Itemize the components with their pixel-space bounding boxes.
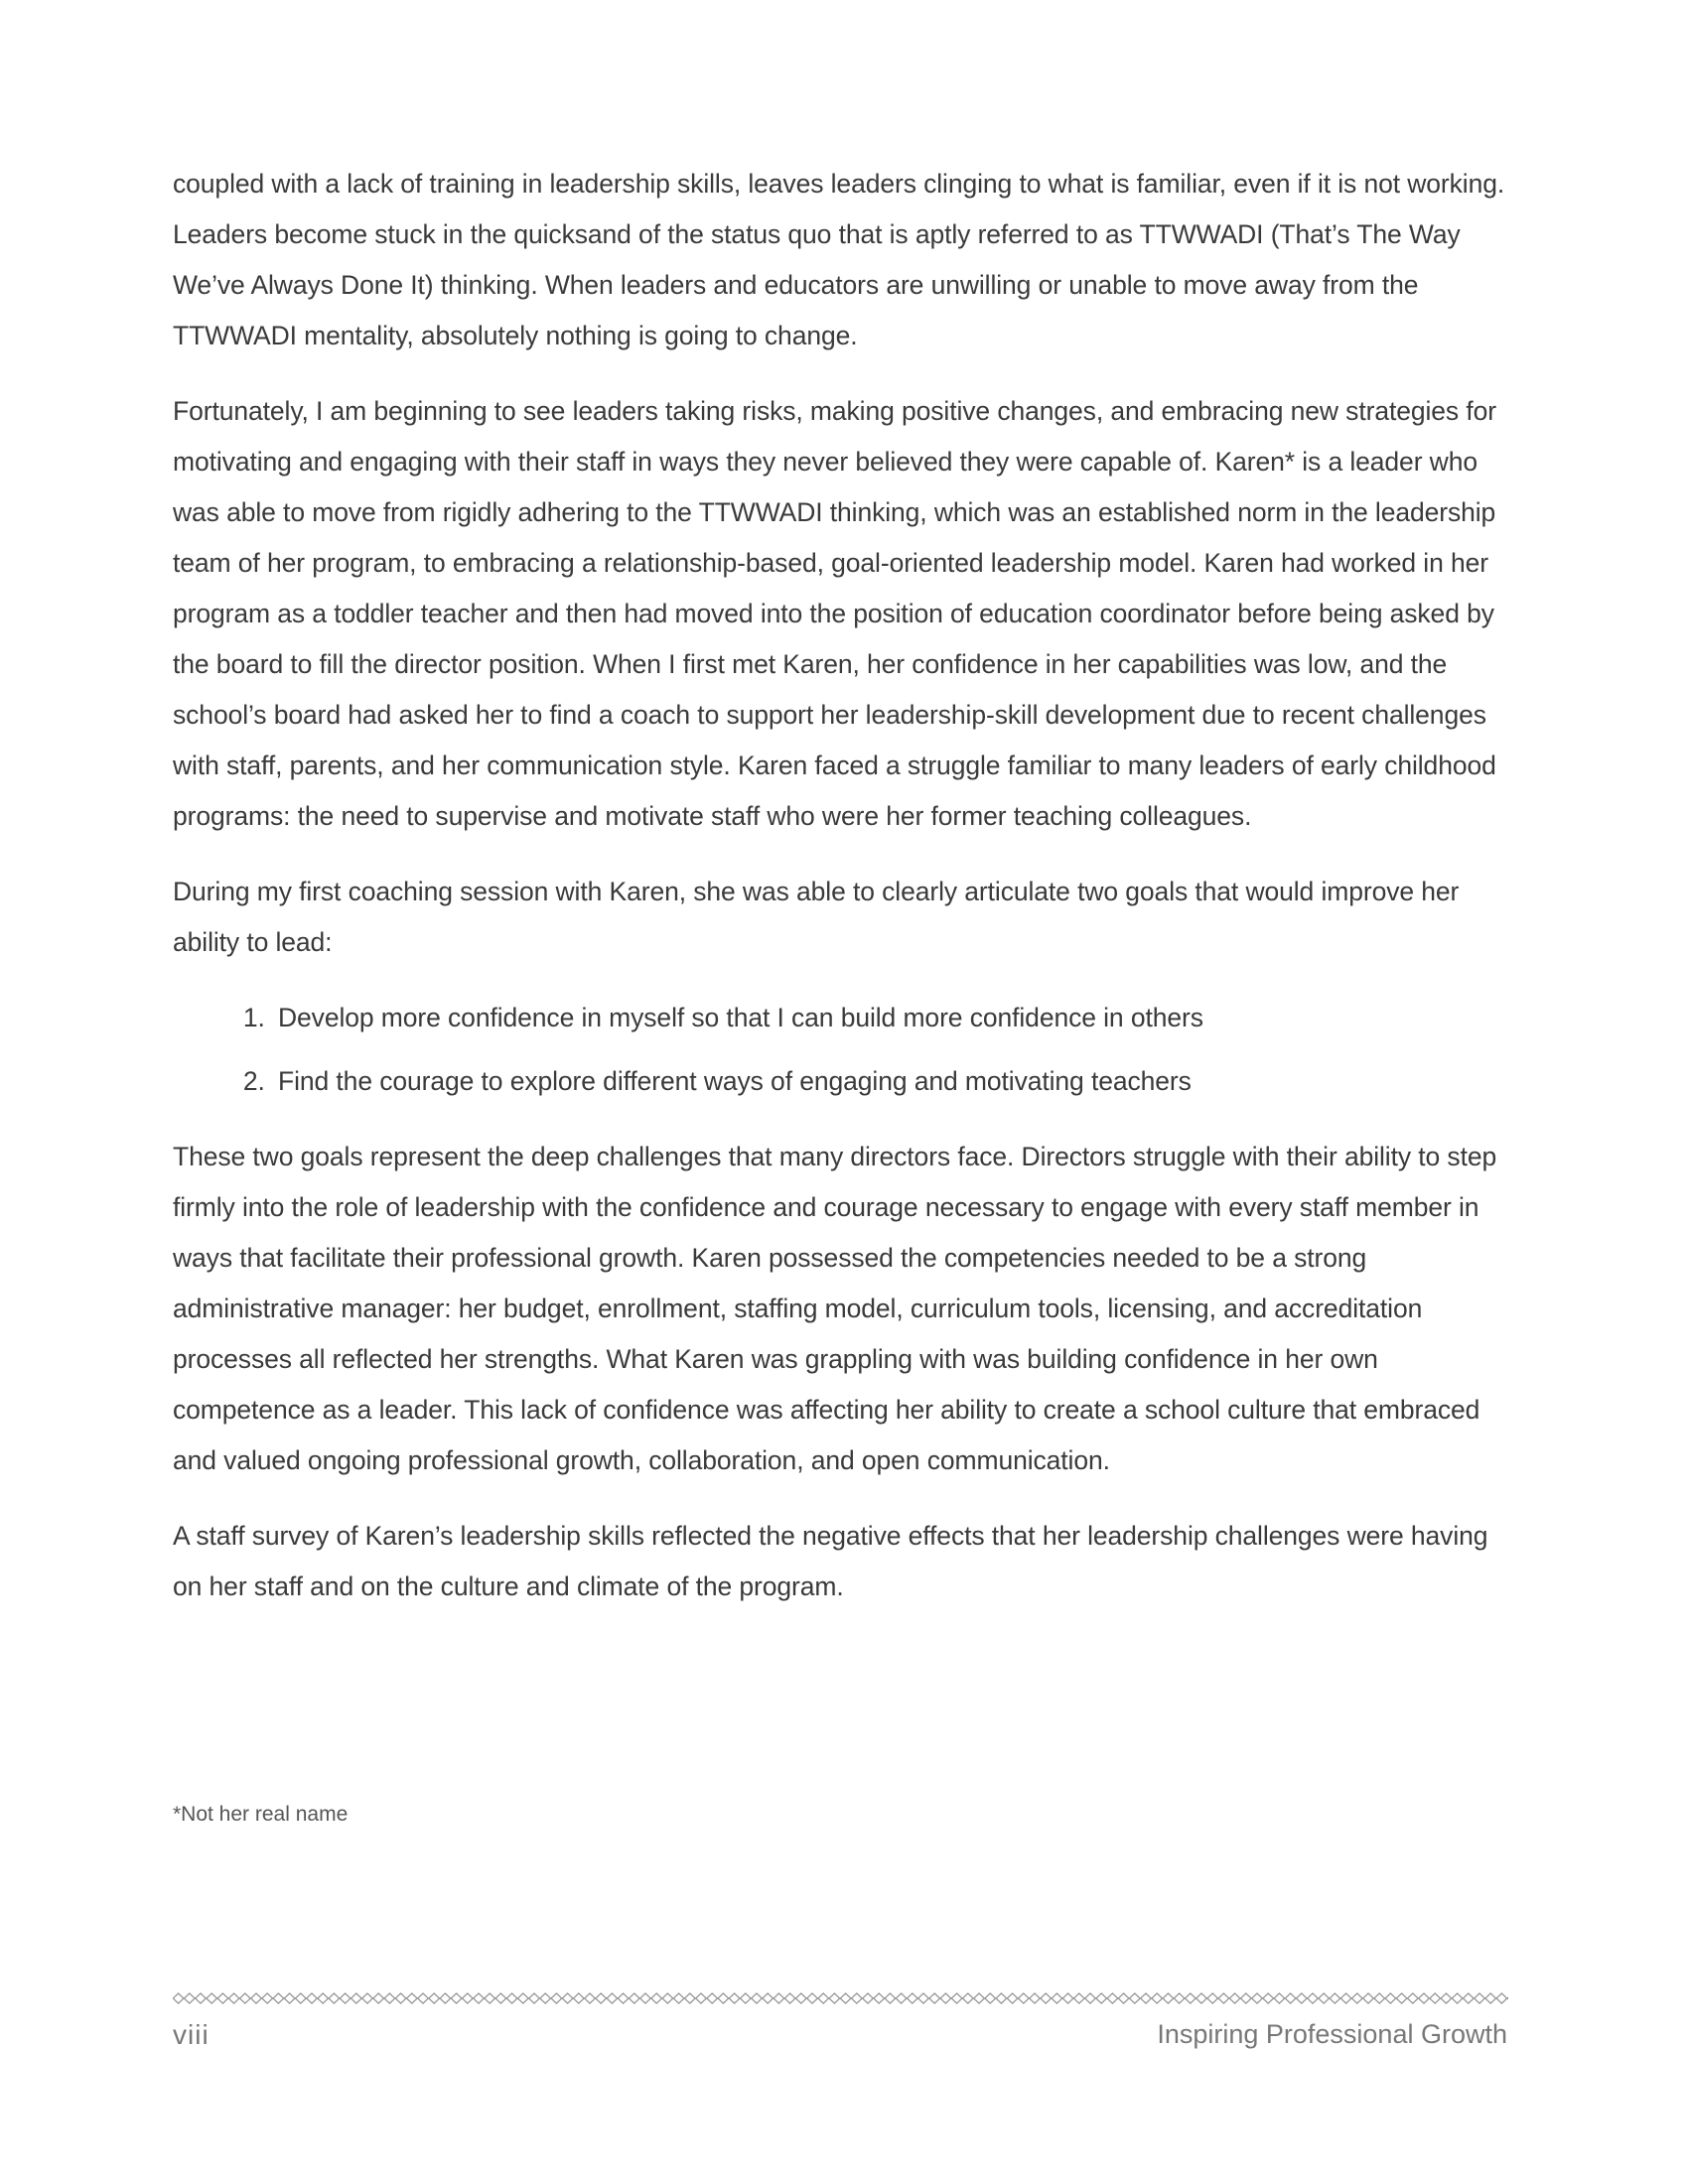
paragraph: A staff survey of Karen’s leadership skills reflected the negative effects that her leadership challenges were having on her staff and on the culture and climate of the program.	[173, 1521, 1488, 1601]
running-title: Inspiring Professional Growth	[1157, 2019, 1507, 2049]
paragraph: Fortunately, I am beginning to see leaders taking risks, making positive changes, and embracing new strategies for motivating and engaging with their staff in ways they never believed they were capable of. Karen* is a leader who was able to move from rigidly adhering to the TTWWADI thinking, which was an established norm in the leadership team of her program, to embracing a relationship-based, goal-oriented leadership model. Karen had worked in her program as a toddler teacher and then had moved into the position of education coordinator before being asked by the board to fill the director position. When I first met Karen, her confidence in her capabilities was low, and the school’s board had asked her to find a coach to support her leadership-skill development due to recent challenges with staff, parents, and her communication style. Karen faced a struggle familiar to many leaders of early childhood programs: the need to supervise and motivate staff who were her former teaching colleagues.	[173, 396, 1496, 831]
goals-list	[173, 993, 1508, 1107]
footnote: *Not her real name	[173, 1803, 349, 1826]
list-item: 2. Find the courage to explore different ways of engaging and motivating teachers	[272, 1056, 1508, 1107]
body-text	[173, 159, 1508, 1637]
decorative-diamond-rule	[173, 1991, 1508, 2005]
page-number: viii	[173, 2019, 210, 2050]
paragraph: During my first coaching session with Karen, she was able to clearly articulate two goals that would improve her ability to lead:	[173, 877, 1460, 957]
list-item: 1. Develop more confidence in myself so that I can build more confidence in others	[272, 993, 1508, 1043]
paragraph: coupled with a lack of training in leadership skills, leaves leaders clinging to what is familiar, even if it is not working. Leaders become stuck in the quicksand of the status quo that is aptly referred to as TTWWADI (That’s The Way We’ve Always Done It) thinking. When leaders and educators are unwilling or unable to move away from the TTWWADI mentality, absolutely nothing is going to change.	[173, 169, 1505, 350]
paragraph: These two goals represent the deep challenges that many directors face. Directors struggle with their ability to step firmly into the role of leadership with the confidence and courage necessary to engage with every staff member in ways that facilitate their professional growth. Karen possessed the competencies needed to be a strong administrative manager: her budget, enrollment, staffing model, curriculum tools, licensing, and accreditation processes all reflected her strengths. What Karen was grappling with was building confidence in her own competence as a leader. This lack of confidence was affecting her ability to create a school culture that embraced and valued ongoing professional growth, collaboration, and open communication.	[173, 1142, 1497, 1475]
